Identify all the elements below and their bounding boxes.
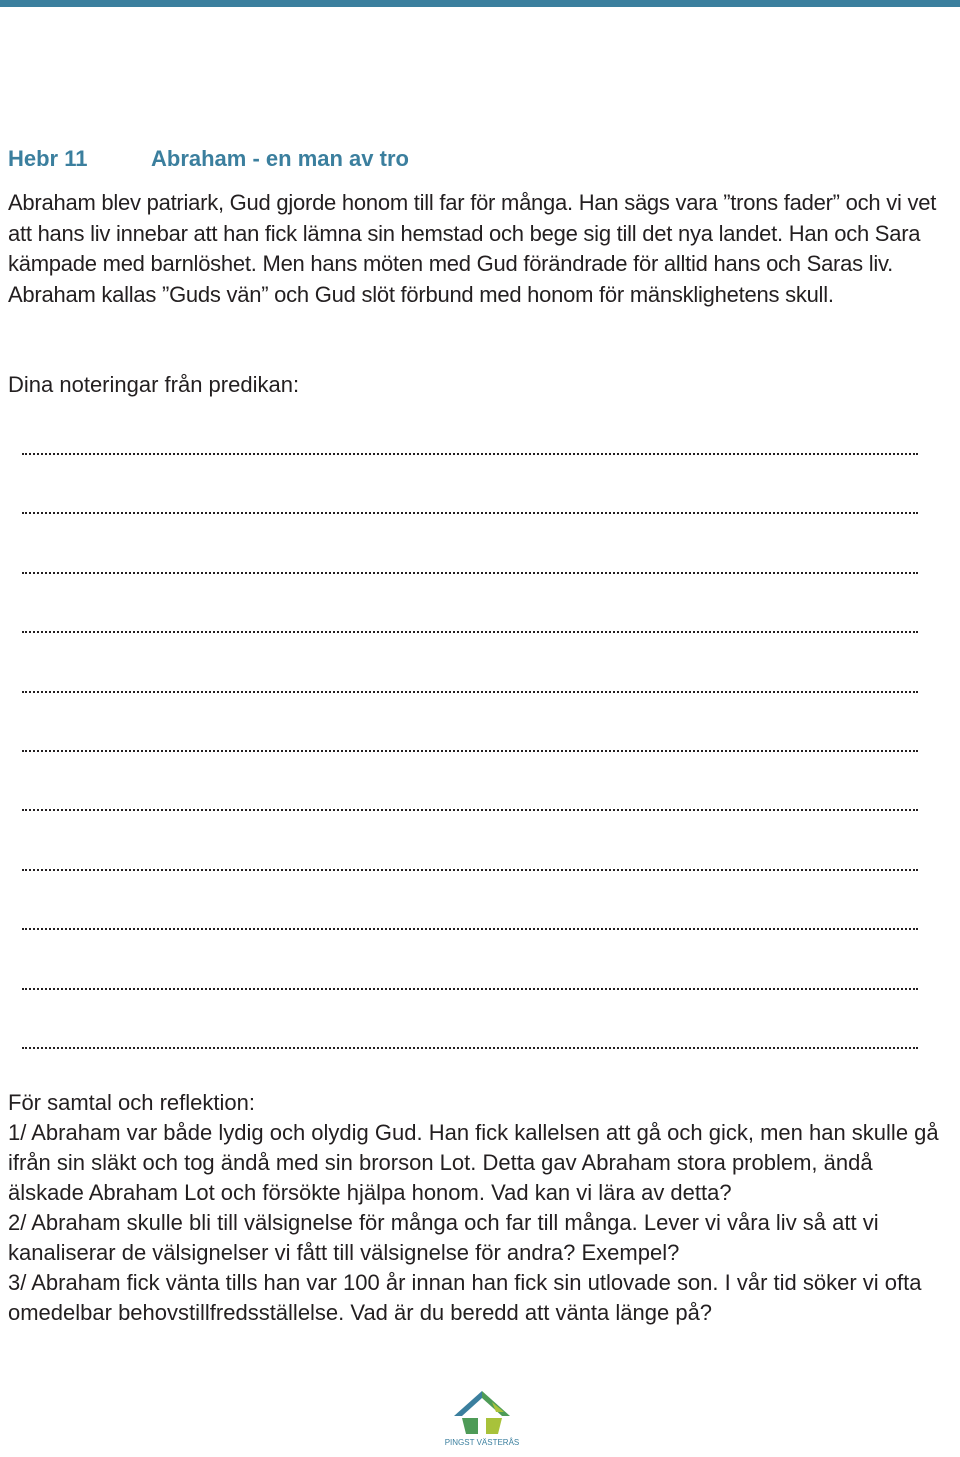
note-line: [22, 928, 918, 930]
note-line: [22, 453, 918, 455]
note-line: [22, 988, 918, 990]
church-name: PINGST VÄSTERÅS: [444, 1438, 520, 1447]
church-logo: [432, 1388, 532, 1454]
scripture-reference: Hebr 11: [8, 146, 88, 171]
reflection-question: 3/ Abraham fick vänta tills han var 100 år innan han fick sin utlovade son. I vår tid söker vi ofta omedelbar behovstillfredsställelse. Vad är du beredd att vänta länge på?: [8, 1270, 922, 1325]
note-line: [22, 869, 918, 871]
page-heading: [8, 145, 409, 173]
note-line: [22, 750, 918, 752]
church-logo-icon: [432, 1388, 532, 1438]
page-title: Abraham - en man av tro: [151, 146, 409, 171]
note-line: [22, 1047, 918, 1049]
intro-paragraph: Abraham blev patriark, Gud gjorde honom till far för många. Han sägs vara ”trons fader” och vi vet att hans liv innebar att han fick lämna sin hemstad och bege sig till det nya landet. Han och Sara kämpade med barnlöshet. Men hans möten med Gud förändrade för alltid hans och Saras liv. Abraham kallas ”Guds vän” och Gud slöt förbund med honom för mänsklighetens skull.: [8, 190, 937, 307]
notes-label: Dina noteringar från predikan:: [8, 372, 300, 397]
top-accent-rule: [0, 0, 960, 7]
note-line: [22, 809, 918, 811]
note-line: [22, 572, 918, 574]
reflection-question: 2/ Abraham skulle bli till välsignelse för många och far till många. Lever vi våra liv så att vi kanaliserar de välsignelser vi fått till välsignelse för andra? Exempel?: [8, 1210, 879, 1265]
note-line: [22, 512, 918, 514]
note-line: [22, 691, 918, 693]
reflection-label: För samtal och reflektion:: [8, 1090, 255, 1115]
reflection-section: [8, 1088, 948, 1328]
reflection-question: 1/ Abraham var både lydig och olydig Gud. Han fick kallelsen att gå och gick, men han skulle gå ifrån sin släkt och tog ändå med sin brorson Lot. Detta gav Abraham stora problem, ändå älskade Abraham Lot och försökte hjälpa honom. Vad kan vi lära av detta?: [8, 1120, 939, 1205]
note-line: [22, 631, 918, 633]
